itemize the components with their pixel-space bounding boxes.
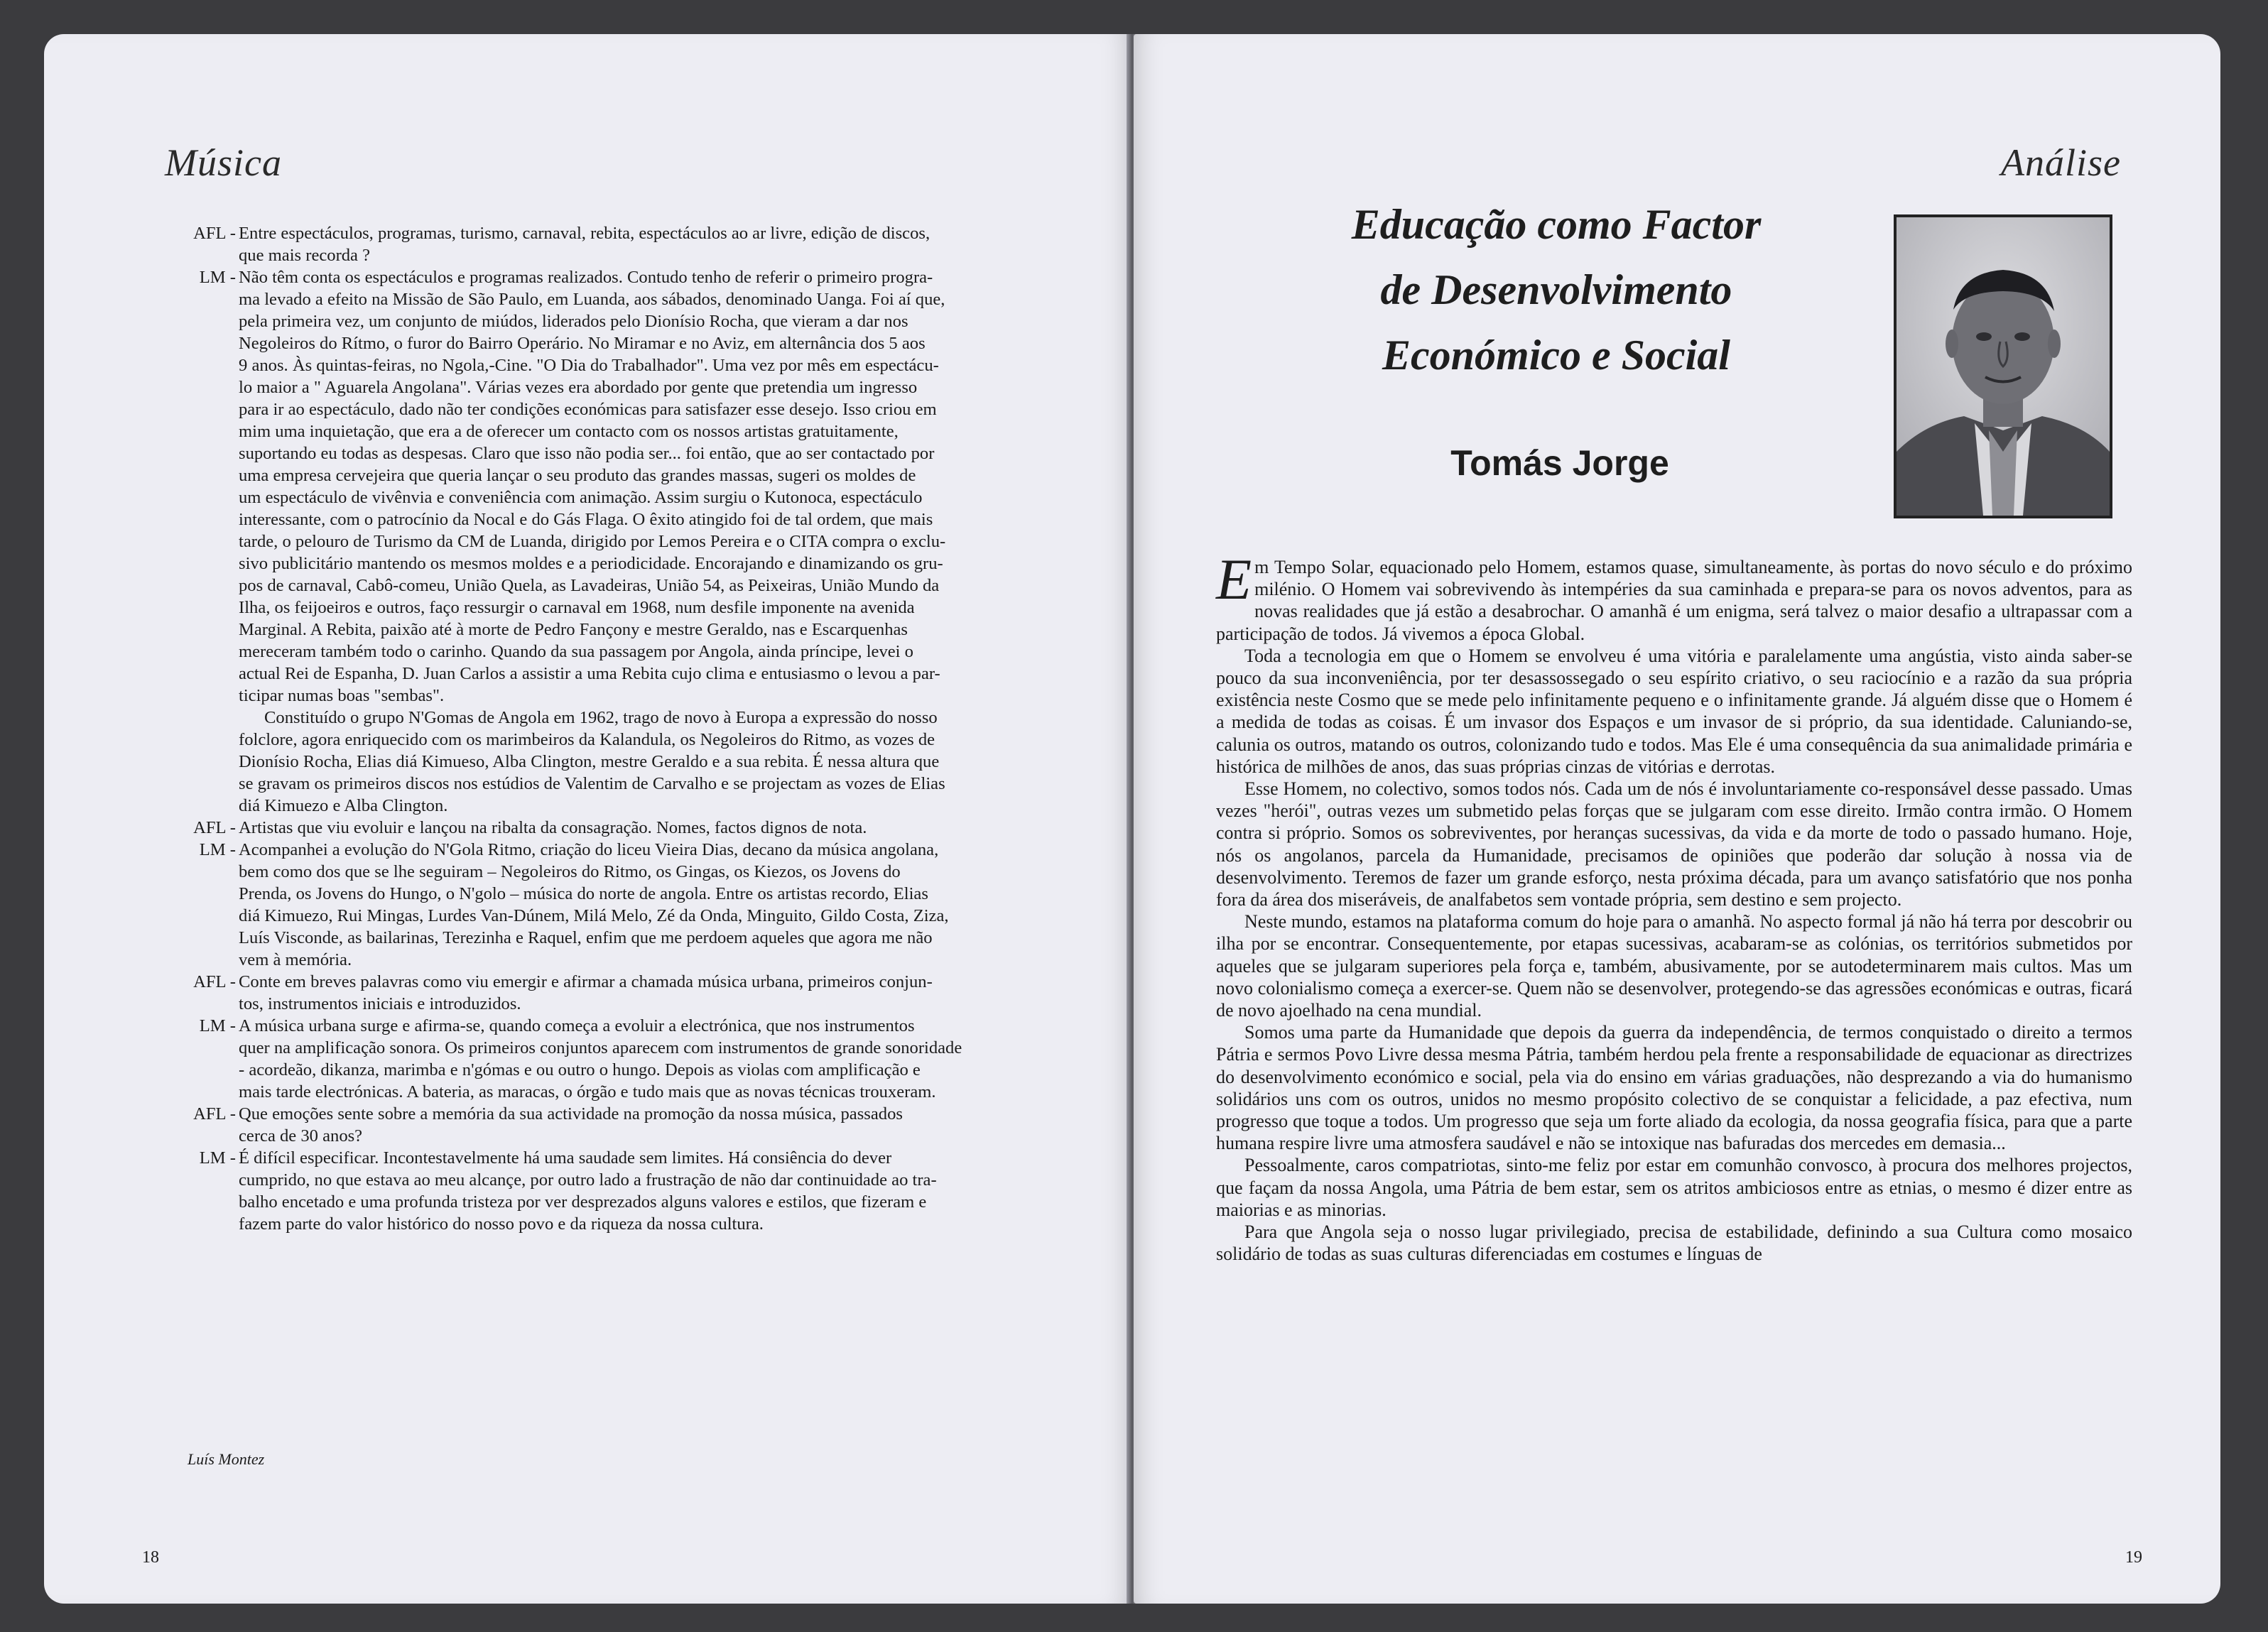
text-line: bem como dos que se lhe seguiram – Negoleiros do Ritmo, os Gingas, os Kiezos, os Jovens do [239,862,901,881]
text-line: Constituído o grupo N'Gomas de Angola em 1962, trago de novo à Europa a expressão do nosso [264,708,938,727]
text-line: Entre espectáculos, programas, turismo, carnaval, rebita, espectáculos ao ar livre, edição de discos, [239,224,930,243]
page-number: 19 [2125,1548,2142,1567]
title-line: Económico e Social [1382,332,1730,379]
right-page [1134,34,2220,1604]
text-line: vem à memória. [239,950,352,969]
text-line: Negoleiros do Rítmo, o furor do Bairro Operário. No Miramar e no Aviz, em alternância dos 5 aos [239,334,926,353]
article-paragraph: Em Tempo Solar, equacionado pelo Homem, estamos quase, simultaneamente, às portas do novo século e do próximo milénio. O Homem vai sobrevivendo às intempéries da sua caminhada e prepara-se para os novos adventos, para as novas realidades que já estão a desabrochar. O amanhã é um enigma, será talvez o maior desafio a ultrapassar com a participação de todos. Já vivemos a época Global. [1216,547,2132,644]
text-line: Artistas que viu evoluir e lançou na ribalta da consagração. Nomes, factos dignos de nota. [239,818,867,837]
text-line: cumprido, no que estava ao meu alcançe, por outro lado a frustração de não dar continuidade ao tra- [239,1170,937,1190]
text-line: diá Kimuezo, Rui Mingas, Lurdes Van-Dúnem, Milá Melo, Zé da Onda, Minguito, Gildo Costa, Ziza, [239,906,949,925]
text-line: sivo publicitário mantendo os mesmos moldes e a periodicidade. Encorajando e dinamizando os gru- [239,554,943,573]
qa-entry [186,266,1024,707]
speaker-tag: LM - [199,1016,236,1035]
title-line: de Desenvolvimento [1380,266,1732,313]
text-line: É difícil especificar. Incontestavelmente há uma saudade sem limites. Há consiência do dever [239,1148,892,1168]
text-line: pela primeira vez, um conjunto de miúdos, liderados pelo Dionísio Rocha, que vieram a dar nos [239,312,908,331]
speaker-tag: LM - [199,1148,236,1168]
interview-text [186,222,1024,1235]
article-paragraph: Neste mundo, estamos na plataforma comum do hoje para o amanhã. No aspecto formal já não há terra por descobrir ou ilha por se encontrar. Consequentemente, por etapas sucessivas, acabaram-se as colónias, os territórios submetidos por aqueles que se julgaram superiores pela força e, também, abusivamente, por se autodeterminarem mais cultos. Mas um novo colonialismo começa a exercer-se. Quem não se desenvolver, protegendo-se das agressões económicas e outras, ficará de novo ajoelhado na cena mundial. [1216,911,2132,1021]
text-line: para ir ao espectáculo, dado não ter condições económicas para satisfazer esse desejo. Isso criou em [239,400,937,419]
article-paragraph: Somos uma parte da Humanidade que depois da guerra da independência, de termos conquistado o direito a termos Pátria e sermos Povo Livre dessa mesma Pátria, também herdou pela frente a responsabilidade de equacionar as directrizes do desenvolvimento económico e social, pela via do ensino em várias graduações, não desprezando a via do humanismo solidários uns com os outros, unidos no mesmo propósito colectivo de se conquistar a felicidade, a paz efectiva, num progresso que toque a todos. Um progresso que seja um forte aliado da ecologia, da nossa geografia física, para que a parte humana respire livre uma atmosfera saudável e não se intoxique nas bafuradas dos mercedes em demasia... [1216,1022,2132,1154]
speaker-tag: LM - [199,268,236,287]
text-line: tos, instrumentos iniciais e introduzidos. [239,994,521,1013]
text-line: - acordeão, dikanza, marimba e n'gómas e ou outro o hungo. Depois as violas com amplificação e [239,1060,921,1079]
text-line: Luís Visconde, as bailarinas, Terezinha e Raquel, enfim que me perdoem aqueles que agora me não [239,928,933,947]
article-byline: Tomás Jorge [1450,443,1669,483]
speaker-tag: AFL - [193,818,236,837]
qa-entry [186,817,1024,839]
qa-entry [186,1103,1024,1147]
text-line: Dionísio Rocha, Elias diá Kimueso, Alba Clington, mestre Geraldo e a sua rebita. É nessa altura que [239,752,940,771]
text-line: ma levado a efeito na Missão de São Paulo, em Luanda, aos sábados, denominado Uanga. Foi aí que, [239,290,945,309]
speaker-tag: LM - [199,840,236,859]
text-line: quer na amplificação sonora. Os primeiros conjuntos aparecem com instrumentos de grande sonoridade [239,1038,962,1057]
author-portrait [1894,214,2112,518]
speaker-tag: AFL - [193,1104,236,1124]
text-line: mais tarde electrónicas. A bateria, as maracas, o órgão e tudo mais que as novas técnicas trouxeram. [239,1082,936,1101]
article-paragraph: Pessoalmente, caros compatriotas, sinto-me feliz por estar em comunhão convosco, à procura dos melhores projectos, que façam da nossa Angola, uma Pátria de bem estar, sem os atritos ambiciosos entre as etnias, o mesmo é dizer entre as maiorias e as minorias. [1216,1155,2132,1220]
article-paragraph: Toda a tecnologia em que o Homem se envolveu é uma vitória e paralelamente uma angústia, visto ainda saber-se pouco da sua inconveniência, por ter desassossegado o seu espírito criativo, o seu raciocínio e a razão da sua própria existência neste Cosmo que se mede pelo infinitamente pequeno e o infinitamente grande. Já alguém disse que o Homem é a medida de todas as coisas. É um invasor dos Espaços e um invasor de si próprio, da sua identidade. Caluniando-se, calunia os outros, matando os outros, colonizando tudo e todos. Mas Ele é uma consequência da sua animalidade primária e histórica de milhões de anos, das suas próprias cinzas de vitórias e derrotas. [1216,645,2132,777]
text-line: se gravam os primeiros discos nos estúdios de Valentim de Carvalho e se projectam as vozes de Elias [239,774,945,793]
text-line: actual Rei de Espanha, D. Juan Carlos a assistir a uma Rebita cujo clima e entusiasmo o levou a par- [239,664,940,683]
speaker-tag: AFL - [193,972,236,991]
text-line: Não têm conta os espectáculos e programas realizados. Contudo tenho de referir o primeiro progra- [239,268,933,287]
qa-entry [186,971,1024,1015]
article-title [1333,192,1780,388]
text-line: 9 anos. Às quintas-feiras, no Ngola,-Cine. "O Dia do Trabalhador". Uma vez por mês em espectácu- [239,356,939,375]
text-line: um espectáculo de vivênvia e conveniência com animação. Assim surgiu o Kutonoca, espectáculo [239,488,923,507]
text-line: suportando eu todas as despesas. Claro que isso não podia ser... foi então, que ao ser contactado por [239,444,935,463]
text-line: Ilha, os feijoeiros e outros, faço ressurgir o carnaval em 1968, num desfile imponente na avenida [239,598,915,617]
text-line: fazem parte do valor histórico do nosso povo e da riqueza da nossa cultura. [239,1214,764,1234]
text-line: Que emoções sente sobre a memória da sua actividade na promoção da nossa música, passados [239,1104,903,1124]
article-paragraph: Esse Homem, no colectivo, somos todos nós. Cada um de nós é involuntariamente co-responsável desse passado. Umas vezes "herói", outras vezes um submetido pelas forças que se julgaram com esse direito. Irmão contra irmão. O Homem contra si próprio. Somos os sobreviventes, por heranças sucessivas, da vida e da morte de todo o passado humano. Hoje, nós os angolanos, parcela da Humanidade, precisamos de opiniões que poderão dar solução à nossa via de desenvolvimento. Teremos de fazer um grande esforço, nesta próxima década, para um avanço satisfatório que nos ponha fora da área dos miseráveis, de analfabetos sem vontade própria, sem destino e sem projecto. [1216,778,2132,910]
text-line: tarde, o pelouro de Turismo da CM de Luanda, dirigido por Lemos Pereira e o CITA compra o exclu- [239,532,946,551]
text-line: que mais recorda ? [239,246,371,265]
qa-entry [186,839,1024,971]
text-line: mim uma inquietação, que era a de oferecer um contacto com os nossos artistas gratuitamente, [239,422,899,441]
text-line: diá Kimuezo e Alba Clington. [239,796,448,815]
text-line: folclore, agora enriquecido com os marimbeiros da Kalandula, os Negoleiros do Ritmo, as vozes de [239,730,935,749]
speaker-tag [186,707,239,817]
left-section-head: Música [165,141,282,184]
magazine-spread [44,34,2220,1604]
author-signature: Luís Montez [188,1450,265,1468]
text-line: ticipar numas boas "sembas". [239,686,445,705]
text-line: A música urbana surge e afirma-se, quando começa a evoluir a electrónica, que nos instrumentos [239,1016,915,1035]
text-line: Prenda, os Jovens do Hungo, o N'golo – música do norte de angola. Entre os artistas recordo, Elias [239,884,928,903]
portrait-image [1897,217,2110,516]
text-line: pos de carnaval, Cabô-comeu, União Quela, as Lavadeiras, União 54, as Peixeiras, União Mundo da [239,576,940,595]
title-line: Educação como Factor [1351,201,1762,248]
text-line: lo maior a " Aguarela Angolana". Várias vezes era abordado por gente que pretendia um ingresso [239,378,918,397]
page-number: 18 [142,1548,159,1567]
article-paragraph: Para que Angola seja o nosso lugar privilegiado, precisa de estabilidade, definindo a sua Cultura como mosaico solidário de todas as suas culturas diferenciadas em costumes e línguas de [1216,1222,2132,1265]
text-line: cerca de 30 anos? [239,1126,363,1146]
speaker-tag: AFL - [193,224,236,243]
qa-entry [186,1015,1024,1103]
text-line: Marginal. A Rebita, paixão até à morte de Pedro Fançony e mestre Geraldo, nas e Escarquenhas [239,620,908,639]
text-line: Conte em breves palavras como viu emergir e afirmar a chamada música urbana, primeiros conjun- [239,972,933,991]
qa-entry [186,222,1024,266]
article-body [1216,547,2132,1266]
text-line: interessante, com o patrocínio da Nocal e do Gás Flaga. O êxito atingido foi de tal ordem, que mais [239,510,933,529]
drop-cap: E [1216,547,1252,611]
text-line: uma empresa cervejeira que queria lançar o seu produto das grandes massas, sugeri os moldes de [239,466,916,485]
left-page [44,34,1131,1604]
qa-entry [186,1147,1024,1235]
text-line: Acompanhei a evolução do N'Gola Ritmo, criação do liceu Vieira Dias, decano da música angolana, [239,840,939,859]
qa-entry [186,707,1024,817]
text-line: mereceram também todo o carinho. Quando da sua passagem por Angola, ainda príncipe, levei o [239,642,913,661]
right-section-head: Análise [2001,141,2121,184]
text-line: balho encetado e uma profunda tristeza por ver desprezados alguns valores e estilos, que fizeram e [239,1192,927,1212]
